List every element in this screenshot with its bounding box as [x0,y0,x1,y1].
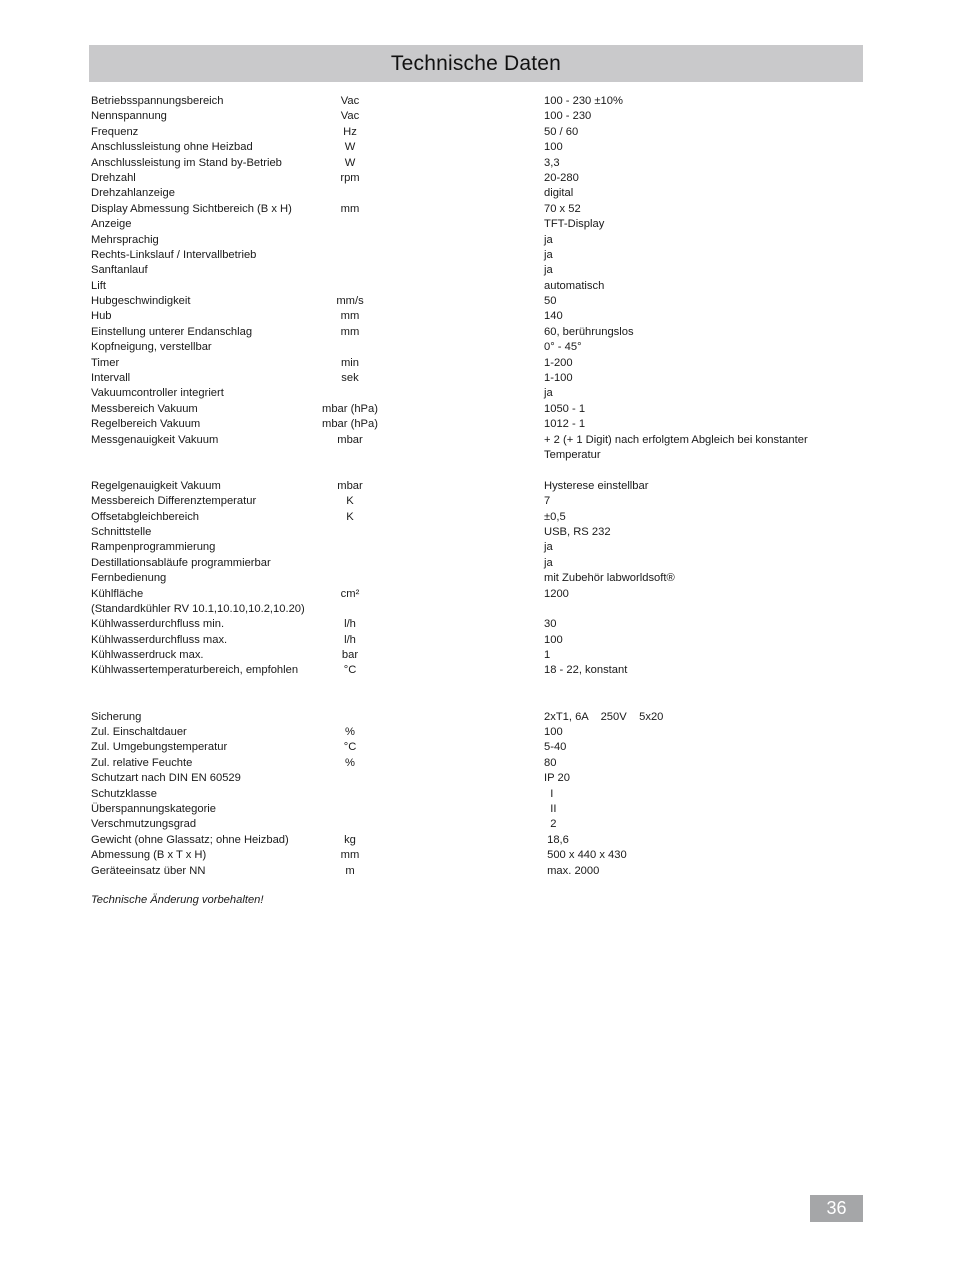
spec-row [91,617,851,632]
spec-label: Destillationsabläufe programmierbar [91,556,271,569]
spec-value: 2xT1, 6A 250V 5x20 [544,710,664,723]
spec-unit: mm [340,325,360,338]
spec-value: 20-280 [544,171,579,184]
spec-row [91,279,851,294]
page-title: Technische Daten [390,51,562,75]
spec-label: Hubgeschwindigkeit [91,295,191,308]
spec-unit: bar [341,649,359,662]
spec-label: Timer [91,356,120,369]
spec-value: ±0,5 [544,510,566,523]
spec-unit: mm/s [336,295,364,308]
spec-value: USB, RS 232 [544,525,611,538]
spec-value: 30 [544,618,557,631]
spec-unit: m [345,864,355,877]
spec-row [91,479,851,494]
spec-unit: K [346,495,354,508]
spec-row [91,125,851,140]
spec-label: Nennspannung [91,110,167,123]
spec-label: Schnittstelle [91,525,152,538]
spec-value: 18 - 22, konstant [544,664,628,677]
spec-unit: °C [343,664,357,677]
spec-label: Vakuumcontroller integriert [91,387,224,400]
spec-unit: °C [343,741,357,754]
spec-row [91,756,851,771]
spec-unit: W [344,141,356,154]
spec-value: 1050 - 1 [544,402,586,415]
spec-unit: l/h [344,633,356,646]
spec-label: Überspannungskategorie [91,802,217,815]
spec-row [91,710,851,725]
spec-label: Offsetabgleichbereich [91,510,200,523]
spec-row [91,109,851,124]
spec-value: 3,3 [544,156,560,169]
spec-unit: mbar [337,479,363,492]
spec-value: 100 - 230 ±10% [544,95,623,107]
spec-value: max. 2000 [544,864,600,877]
spacer [91,463,851,478]
spec-label: Kühlwassertemperaturbereich, empfohlen [91,664,299,677]
spec-value: + 2 (+ 1 Digit) nach erfolgtem Abgleich bei konstanter [544,433,808,446]
spec-row [91,402,851,417]
spec-unit: min [340,356,360,369]
spec-label: Zul. Umgebungstemperatur [91,741,228,754]
spec-label: Rechts-Linkslauf / Intervallbetrieb [91,248,257,261]
spec-row [91,448,851,463]
spec-label: Einstellung unterer Endanschlag [91,325,253,338]
spec-unit: Vac [340,110,360,123]
spec-row [91,294,851,309]
spec-value: 5-40 [544,741,567,754]
spec-row [91,817,851,832]
spec-table [91,94,851,879]
spec-value: Temperatur [544,448,601,461]
spec-value: ja [544,541,553,554]
spec-row [91,571,851,586]
spec-row [91,802,851,817]
spec-value: 100 [544,633,563,646]
spec-label: Kühlwasserdurchfluss max. [91,633,228,646]
spec-label: Regelbereich Vakuum [91,418,201,431]
spec-label: Messbereich Differenztemperatur [91,495,257,508]
spec-value: I [544,787,554,800]
spec-value: 1-200 [544,356,573,369]
spec-value: 1 [544,649,551,662]
spec-unit: sek [341,372,359,385]
spec-label: Rampenprogrammierung [91,541,216,554]
spec-value: Hysterese einstellbar [544,479,649,492]
spec-label: Kühlfläche [91,587,144,600]
spec-row [91,248,851,263]
spec-label: Verschmutzungsgrad [91,818,197,831]
spec-row [91,263,851,278]
spec-value: 100 [544,141,563,154]
spec-label: (Standardkühler RV 10.1,10.10,10.2,10.20) [91,602,305,615]
page-number: 36 [810,1195,863,1222]
spec-row [91,787,851,802]
spec-label: Frequenz [91,125,139,138]
spec-unit: mm [340,849,360,862]
spec-unit: mm [340,202,360,215]
spec-row [91,633,851,648]
spec-label: Schutzart nach DIN EN 60529 [91,772,241,785]
spec-value: 500 x 440 x 430 [544,849,627,862]
title-bar [89,45,863,82]
spec-label: Lift [91,279,106,292]
spec-value: 140 [544,310,563,323]
spec-label: Sicherung [91,710,142,723]
spec-value: 1012 - 1 [544,418,586,431]
spec-unit: cm² [340,587,360,600]
spec-label: Mehrsprachig [91,233,159,246]
spec-value: ja [544,248,553,261]
spec-label: Drehzahlanzeige [91,187,175,200]
spec-row [91,602,851,617]
spec-value: ja [544,556,553,569]
spec-row [91,556,851,571]
spec-value: 2 [544,818,557,831]
spec-value: ja [544,264,553,277]
spec-value: 50 [544,295,557,308]
spec-row [91,848,851,863]
spec-row [91,371,851,386]
spec-value: automatisch [544,279,605,292]
spec-row [91,233,851,248]
spec-label: Zul. Einschaltdauer [91,726,187,739]
spec-unit: W [344,156,356,169]
spec-row [91,356,851,371]
spec-unit: l/h [344,618,356,631]
spec-label: Anschlussleistung im Stand by-Betrieb [91,156,282,169]
spec-row [91,663,851,678]
spec-row [91,587,851,602]
spec-value: mit Zubehör labworldsoft® [544,572,675,585]
spec-label: Messbereich Vakuum [91,402,198,415]
spec-row [91,771,851,786]
spec-label: Intervall [91,372,131,385]
spec-unit: kg [344,833,356,846]
spec-label: Abmessung (B x T x H) [91,849,207,862]
spec-row [91,325,851,340]
spec-value: 50 / 60 [544,125,579,138]
spec-row [91,340,851,355]
spec-row [91,540,851,555]
spec-row [91,202,851,217]
spec-value: II [544,802,557,815]
spec-unit: mbar (hPa) [322,402,378,415]
spec-row [91,864,851,879]
spec-unit: rpm [340,171,360,184]
spec-row [91,725,851,740]
spec-unit: % [345,756,355,769]
spec-label: Kühlwasserdurchfluss min. [91,618,225,631]
spec-label: Geräteeinsatz über NN [91,864,206,877]
spec-unit: Hz [343,125,357,138]
spec-value: 60, berührungslos [544,325,634,338]
spec-label: Fernbedienung [91,572,167,585]
spec-unit: mbar (hPa) [322,418,378,431]
spec-unit: % [345,726,355,739]
spec-value: 7 [544,495,551,508]
spec-row [91,417,851,432]
spec-value: ja [544,387,553,400]
spec-row [91,140,851,155]
spec-label: Zul. relative Feuchte [91,756,193,769]
spec-label: Betriebsspannungsbereich [91,95,224,107]
spec-value: 100 [544,726,563,739]
spec-label: Sanftanlauf [91,264,148,277]
spec-unit: Vac [340,95,360,107]
spec-label: Kopfneigung, verstellbar [91,341,212,354]
spec-row [91,510,851,525]
spec-value: 18,6 [544,833,569,846]
footnote: Technische Änderung vorbehalten! [91,894,264,906]
spec-label: Drehzahl [91,171,136,184]
spec-row [91,171,851,186]
spec-row [91,740,851,755]
spec-row [91,833,851,848]
spec-value: 1-100 [544,372,573,385]
spec-row [91,217,851,232]
spec-label: Kühlwasserdruck max. [91,649,204,662]
spec-label: Schutzklasse [91,787,157,800]
spec-value: 70 x 52 [544,202,581,215]
spec-label: Messgenauigkeit Vakuum [91,433,219,446]
spec-value: IP 20 [544,772,570,785]
spacer [91,679,851,710]
spec-value: ja [544,233,553,246]
spec-row [91,186,851,201]
spec-unit: mm [340,310,360,323]
spec-value: TFT-Display [544,218,605,231]
spec-row [91,386,851,401]
spec-label: Gewicht (ohne Glassatz; ohne Heizbad) [91,833,289,846]
spec-row [91,494,851,509]
spec-value: 0° - 45° [544,341,582,354]
spec-value: 100 - 230 [544,110,592,123]
spec-row [91,433,851,448]
spec-label: Anschlussleistung ohne Heizbad [91,141,253,154]
spec-unit: K [346,510,354,523]
spec-row [91,156,851,171]
spec-label: Display Abmessung Sichtbereich (B x H) [91,202,292,215]
spec-unit: mbar [337,433,363,446]
spec-row [91,525,851,540]
spec-row [91,309,851,324]
spec-label: Anzeige [91,218,132,231]
spec-value: 1200 [544,587,569,600]
spec-row [91,648,851,663]
spec-row [91,94,851,109]
spec-value: 80 [544,756,557,769]
spec-label: Regelgenauigkeit Vakuum [91,479,221,492]
spec-value: digital [544,187,574,200]
spec-label: Hub [91,310,112,323]
